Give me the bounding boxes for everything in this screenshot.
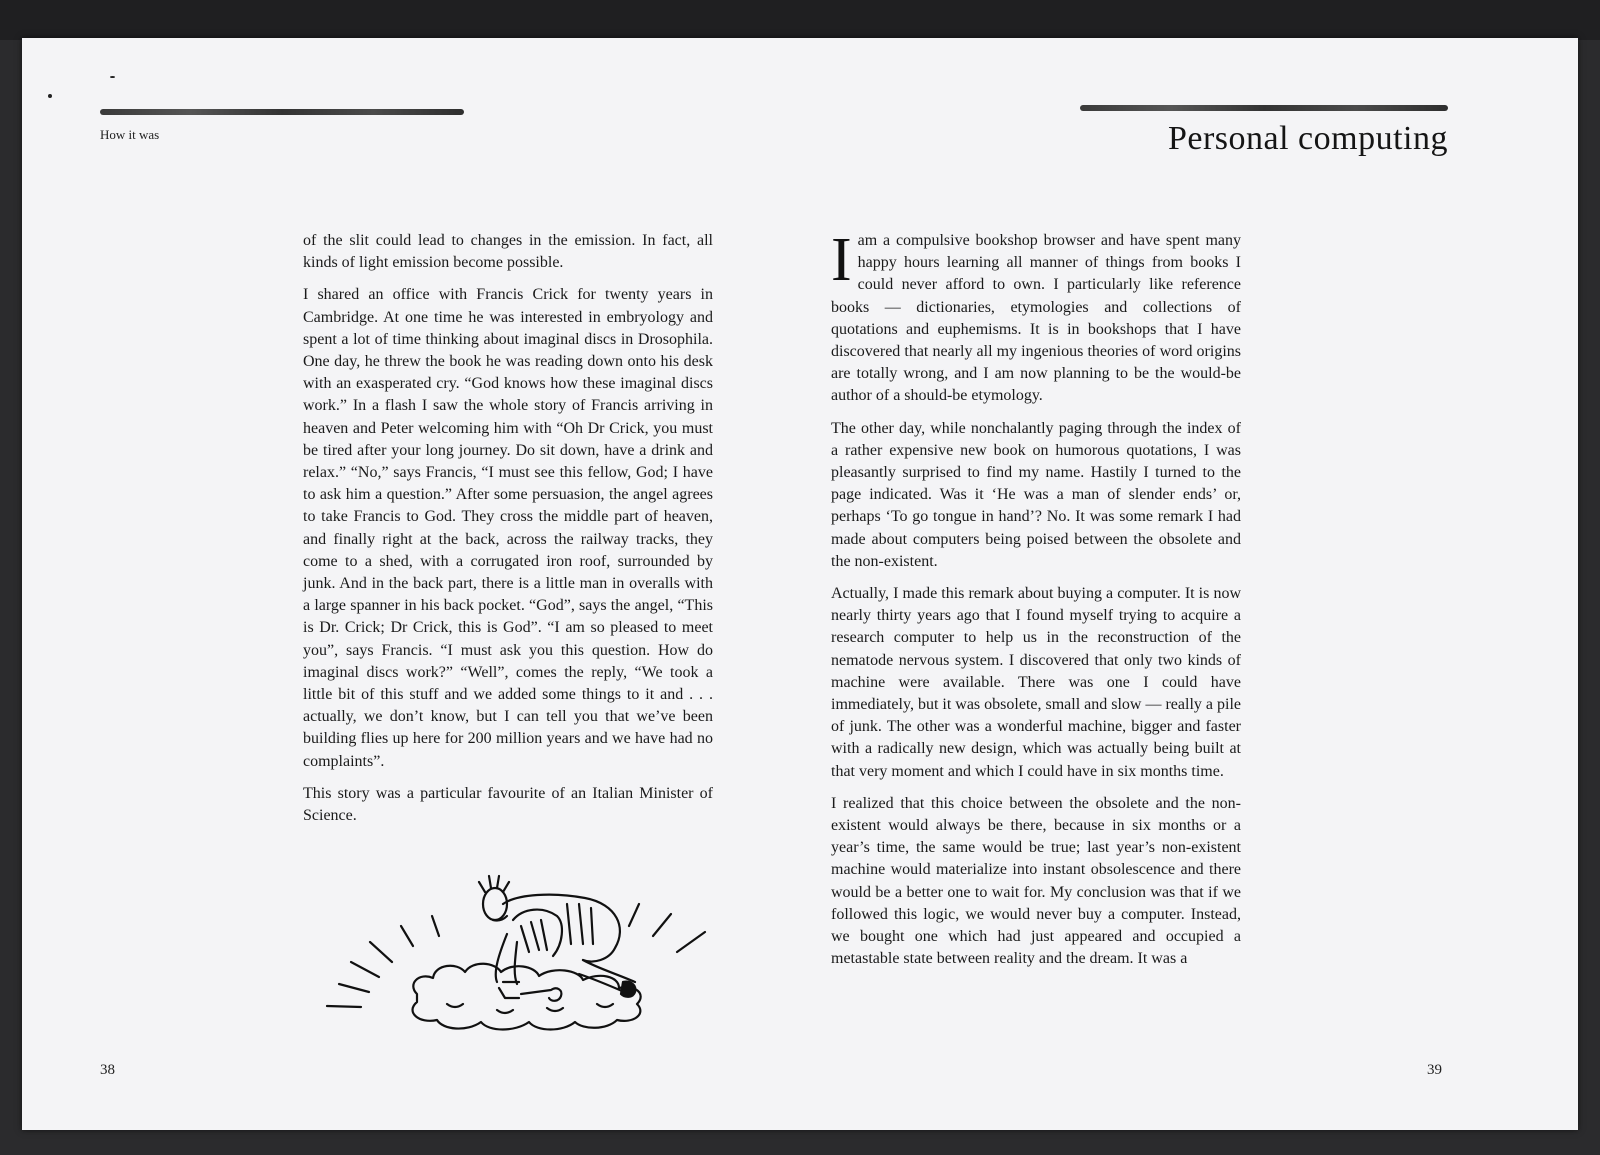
right-text-column	[831, 226, 1241, 981]
ink-speck	[110, 76, 115, 78]
opening-paragraph-text: am a compulsive bookshop browser and have spent many happy hours learning all manner of things from books I could never afford to own. I particularly like reference books — dictionaries, etymologies and collections of quotations and euphemisms. It is in bookshops that I have discovered that nearly all my ingenious theories of word origins are totally wrong, and I am now planning to be the would-be author of a should-be etymology.	[831, 232, 1241, 405]
paragraph: of the slit could lead to changes in the emission. In fact, all kinds of light emission become possible.	[303, 232, 713, 272]
background-top-edge	[0, 0, 1600, 40]
paragraph: I shared an office with Francis Crick for twenty years in Cambridge. At one time he was interested in embryology and spent a lot of time thinking about imaginal discs in Drosophila. One day, he threw the book he was reading down onto his desk with an exasperated cry. “God knows how these imaginal discs work.” In a flash I saw the whole story of Francis arriving in heaven and Peter welcoming him with “Oh Dr Crick, you must be tired after your long journey. Do sit down, have a drink and relax.” “No,” says Francis, “I must see this fellow, God; I have to ask him a question.” After some persuasion, the angel agrees to take Francis to God. They cross the middle part of heaven, and finally right at the back, across the railway tracks, they come to a shed, with a corrugated iron roof, surrounded by junk. And in the back part, there is a little man in overalls with a large spanner in his back pocket. “God”, says the angel, “This is Dr. Crick; Dr Crick, this is God”. “I am so pleased to meet you”, says Francis. “I must ask you this question. How do imaginal discs work?” “Well”, comes the reply, “We took a little bit of this stuff and we added some things to it and . . . actually, we don’t know, but I can tell you that we’ve been building flies up here for 200 million years and we have had no complaints”.	[303, 286, 713, 770]
right-header-rule	[1080, 105, 1448, 111]
page-number-right: 39	[1427, 1062, 1442, 1078]
paragraph: This story was a particular favourite of an Italian Minister of Science.	[303, 784, 713, 825]
book-spread	[22, 38, 1578, 1130]
chapter-title: Personal computing	[1167, 120, 1448, 157]
paragraph: I realized that this choice between the obsolete and the non-existent would always be there, because in six months or a year’s time, the same would be true; last year’s non-existent machine would materialize into instant obsolescence and there would be a better one to wait for. My conclusion was that if we followed this logic, we would never buy a computer. Instead, we bought one which had just appeared and occupied a metastable state between reality and the dream. It was a	[831, 794, 1241, 968]
opening-paragraph	[831, 226, 1241, 408]
paragraph: Actually, I made this remark about buying a computer. It is now nearly thirty years ago that I found myself trying to acquire a research computer to help us in the reconstruction of the nematode nervous system. I discovered that only two kinds of machine were available. There was one I could have immediately, but it was obsolete, small and slow — really a pile of junk. The other was a wonderful machine, bigger and faster with a radically new design, which was actually being built at that very moment and which I could have in six months time.	[831, 585, 1241, 780]
ink-speck	[48, 94, 52, 98]
god-with-spanner-on-cloud-illustration	[317, 864, 727, 1034]
drop-cap: I	[831, 226, 852, 294]
running-head: How it was	[100, 127, 160, 142]
paragraph: The other day, while nonchalantly paging through the index of a rather expensive new book on humorous quotations, I was pleasantly surprised to find my name. Hastily I turned to the page indicated. Was it ‘He was a man of slender ends’ or, perhaps ‘To go tongue in hand’? No. It was some remark I had made about computers being poised between the obsolete and the non-existent.	[831, 419, 1241, 570]
page-number-left: 38	[100, 1062, 115, 1078]
left-header-rule	[100, 109, 464, 115]
left-text-column	[303, 230, 713, 837]
